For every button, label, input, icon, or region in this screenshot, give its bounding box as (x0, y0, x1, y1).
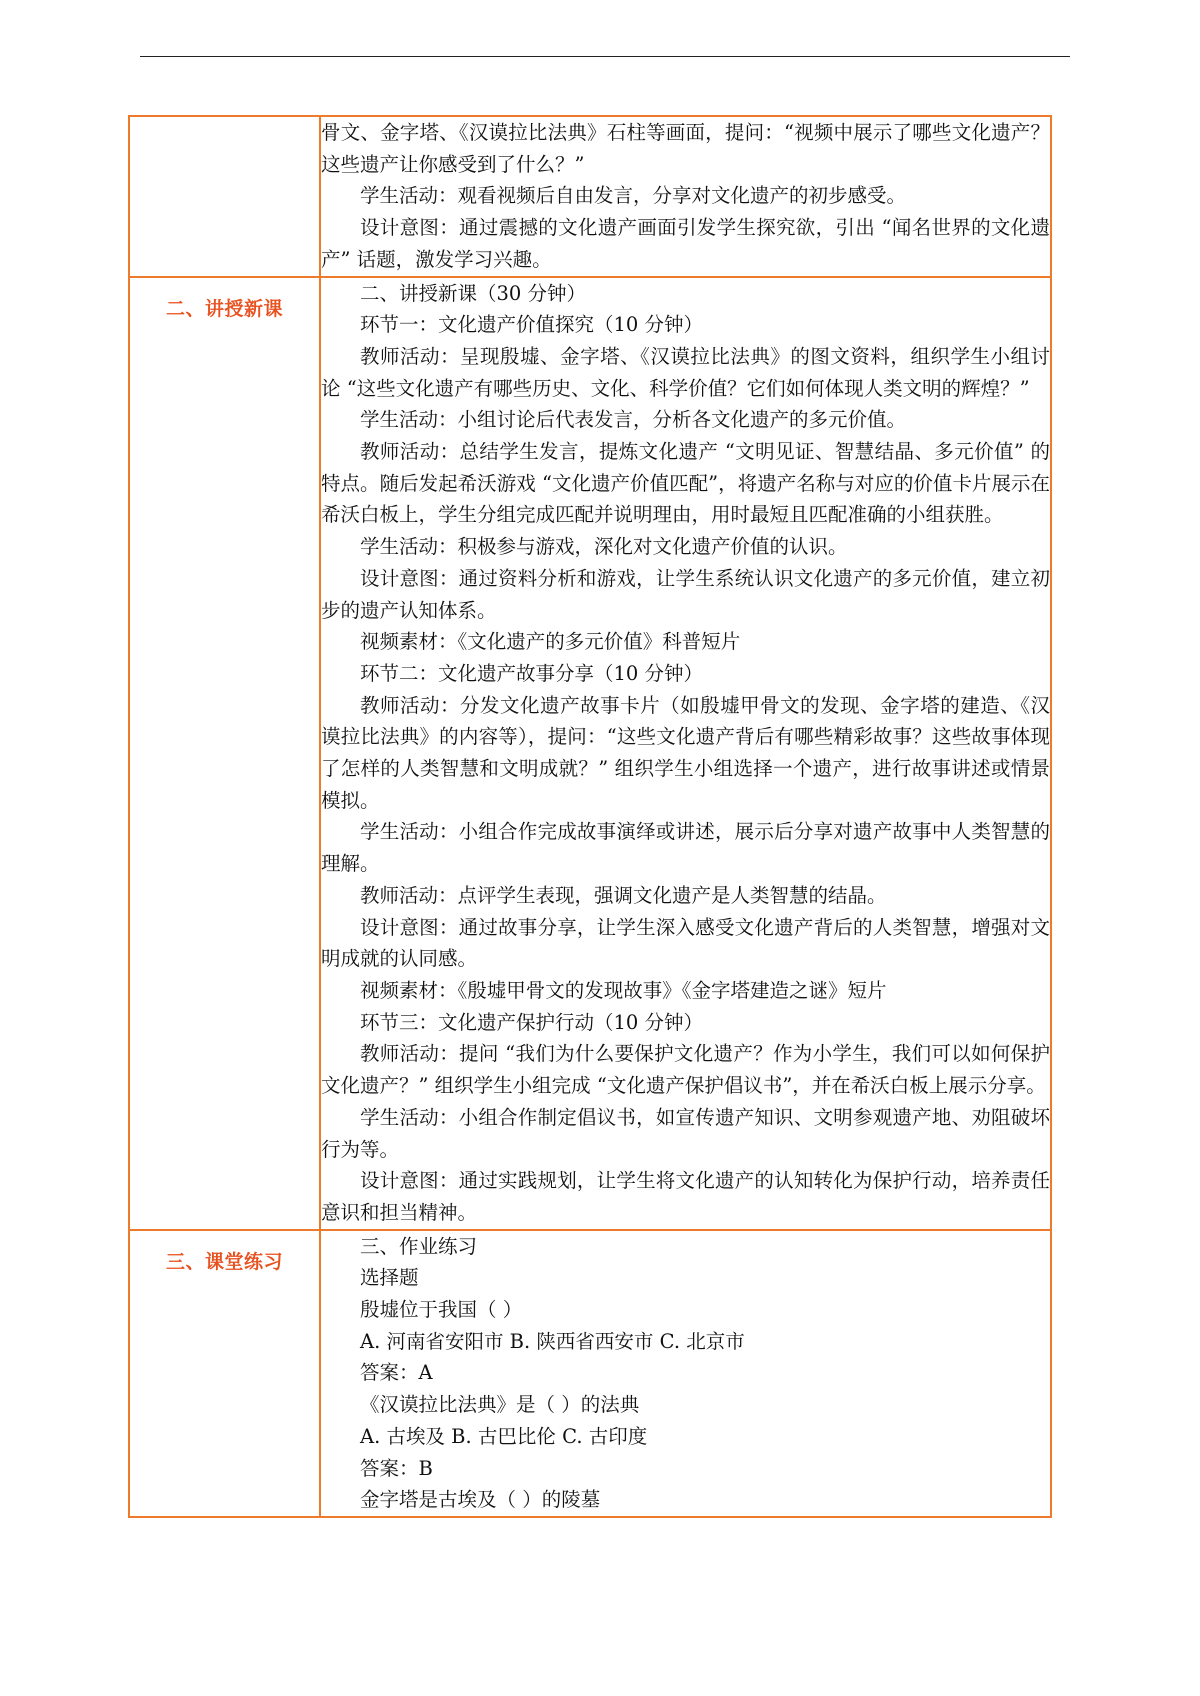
content-paragraph: 视频素材：《殷墟甲骨文的发现故事》《金字塔建造之谜》短片 (360, 978, 887, 1002)
content-paragraph: 学生活动：小组合作制定倡议书，如宣传遗产知识、文明参观遗产地、劝阻破坏行为等。 (321, 1105, 1050, 1161)
content-paragraph: 教师活动：分发文化遗产故事卡片（如殷墟甲骨文的发现、金字塔的建造、《汉谟拉比法典》的内容等），提问：“这些文化遗产背后有哪些精彩故事？这些故事体现了怎样的人类智慧和文明成就？” 组织学生小组选择一个遗产，进行故事讲述或情景模拟。 (321, 693, 1050, 812)
content-paragraph: 选择题 (360, 1266, 419, 1290)
content-paragraph: 答案：B (360, 1456, 433, 1480)
content-paragraph: 学生活动：观看视频后自由发言，分享对文化遗产的初步感受。 (360, 184, 907, 208)
content-paragraph: 三、作业练习 (360, 1234, 478, 1258)
section-label: 二、讲授新课 (165, 297, 283, 320)
content-paragraph: 骨文、金字塔、《汉谟拉比法典》石柱等画面，提问：“视频中展示了哪些文化遗产？这些遗产让你感受到了什么？” (321, 121, 1050, 176)
content-paragraph: 《汉谟拉比法典》是（ ）的法典 (360, 1393, 640, 1417)
table-row (129, 277, 1051, 1230)
content-paragraph: A. 古埃及 B. 古巴比伦 C. 古印度 (360, 1424, 648, 1448)
content-paragraph: A. 河南省安阳市 B. 陕西省西安市 C. 北京市 (360, 1329, 745, 1353)
section-label-cell (129, 116, 320, 277)
content-paragraph: 环节三：文化遗产保护行动（10 分钟） (360, 1010, 704, 1034)
lesson-plan-table (128, 115, 1052, 1518)
section-label-cell (129, 277, 320, 1230)
section-content-cell (320, 1230, 1051, 1517)
header-rule (140, 56, 1070, 57)
section-label-cell (129, 1230, 320, 1517)
content-paragraph: 设计意图：通过资料分析和游戏，让学生系统认识文化遗产的多元价值，建立初步的遗产认知体系。 (321, 566, 1050, 622)
content-paragraph: 学生活动：小组讨论后代表发言，分析各文化遗产的多元价值。 (360, 408, 907, 432)
section-label: 三、课堂练习 (165, 1250, 283, 1273)
content-paragraph: 教师活动：总结学生发言，提炼文化遗产 “文明见证、智慧结晶、多元价值” 的特点。随后发起希沃游戏 “文化遗产价值匹配”，将遗产名称与对应的价值卡片展示在希沃白板上，学生分组完成匹配并说明理由，用时最短且匹配准确的小组获胜。 (321, 440, 1050, 527)
content-paragraph: 教师活动：点评学生表现，强调文化遗产是人类智慧的结晶。 (360, 883, 887, 907)
table-row (129, 116, 1051, 277)
content-paragraph: 设计意图：通过实践规划，让学生将文化遗产的认知转化为保护行动，培养责任意识和担当精神。 (321, 1169, 1050, 1224)
content-paragraph: 学生活动：小组合作完成故事演绎或讲述，展示后分享对遗产故事中人类智慧的理解。 (321, 820, 1050, 876)
content-paragraph: 设计意图：通过震撼的文化遗产画面引发学生探究欲，引出 “闻名世界的文化遗产” 话题，激发学习兴趣。 (321, 216, 1050, 271)
content-paragraph: 环节二：文化遗产故事分享（10 分钟） (360, 661, 704, 685)
section-content-cell (320, 116, 1051, 277)
content-paragraph: 设计意图：通过故事分享，让学生深入感受文化遗产背后的人类智慧，增强对文明成就的认同感。 (321, 915, 1050, 971)
table-row (129, 1230, 1051, 1517)
content-paragraph: 视频素材：《文化遗产的多元价值》科普短片 (360, 630, 741, 654)
section-content-cell (320, 277, 1051, 1230)
content-paragraph: 二、讲授新课（30 分钟） (360, 281, 587, 305)
content-paragraph: 殷墟位于我国（ ） (360, 1298, 523, 1322)
content-paragraph: 答案：A (360, 1361, 433, 1385)
content-paragraph: 金字塔是古埃及（ ）的陵墓 (360, 1488, 601, 1512)
content-paragraph: 环节一：文化遗产价值探究（10 分钟） (360, 313, 704, 337)
content-paragraph: 教师活动：提问 “我们为什么要保护文化遗产？作为小学生，我们可以如何保护文化遗产？” 组织学生小组完成 “文化遗产保护倡议书”，并在希沃白板上展示分享。 (321, 1042, 1050, 1098)
content-paragraph: 学生活动：积极参与游戏，深化对文化遗产价值的认识。 (360, 535, 848, 559)
content-paragraph: 教师活动：呈现殷墟、金字塔、《汉谟拉比法典》的图文资料，组织学生小组讨论 “这些文化遗产有哪些历史、文化、科学价值？它们如何体现人类文明的辉煌？” (321, 344, 1050, 400)
